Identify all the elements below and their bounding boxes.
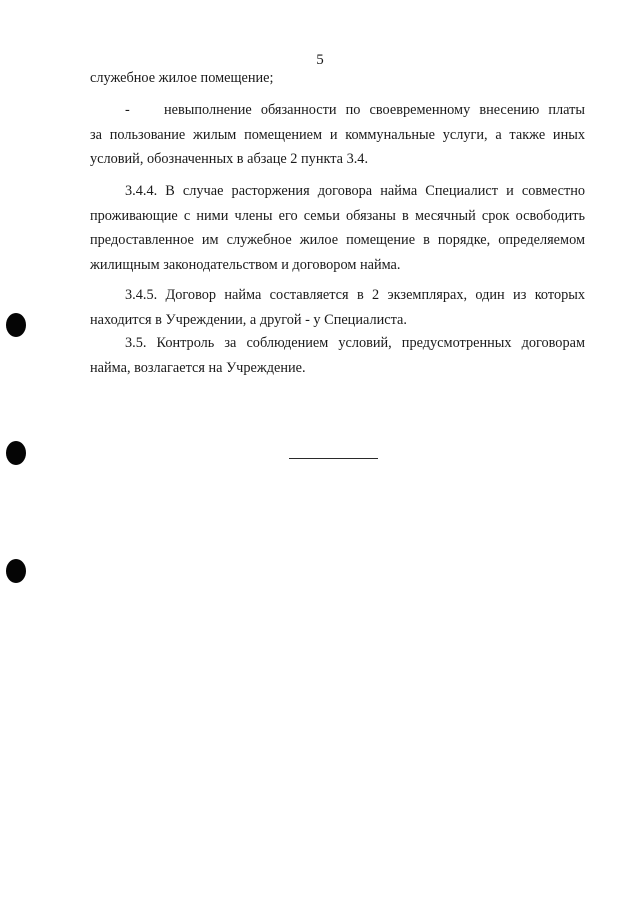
punch-hole-top: [6, 313, 26, 337]
text-line: [90, 98, 585, 123]
paragraph-3-5: [90, 331, 585, 380]
paragraph-nonfulfillment: [90, 98, 585, 172]
text-line: проживающие с ними члены его семьи обязаны в месячный срок освободить: [90, 207, 585, 224]
page-number: 5: [316, 52, 324, 68]
paragraph-3-4-5: [90, 283, 585, 332]
text-line: 3.5. Контроль за соблюдением условий, предусмотренных договорам: [125, 335, 585, 351]
text-line: найма, возлагается на Учреждение.: [90, 359, 306, 376]
list-dash: -: [125, 102, 130, 118]
text-line: служебное жилое помещение;: [90, 70, 274, 86]
punch-hole-bottom: [6, 559, 26, 583]
paragraph-3-4-4: [90, 179, 585, 277]
text-line: условий, обозначенных в абзаце 2 пункта 3.4.: [90, 151, 369, 167]
end-separator-line: [289, 458, 378, 459]
text-line: жилищным законодательством и договором найма.: [90, 256, 401, 273]
text-line: 3.4.4. В случае расторжения договора найма Специалист и совместно: [125, 183, 585, 199]
text-line: предоставленное им служебное жилое помещение в порядке, определяемом: [90, 232, 585, 248]
punch-hole-middle: [6, 441, 26, 465]
paragraph-tenant-housing: [90, 66, 585, 91]
text-fragment: невыполнение обязанности по своевременному внесению платы: [164, 102, 585, 118]
text-line: находится в Учреждении, а другой - у Специалиста.: [90, 311, 407, 328]
text-line: за пользование жилым помещением и коммунальные услуги, а также иных: [90, 126, 585, 143]
text-line: 3.4.5. Договор найма составляется в 2 экземплярах, один из которых: [125, 287, 585, 303]
